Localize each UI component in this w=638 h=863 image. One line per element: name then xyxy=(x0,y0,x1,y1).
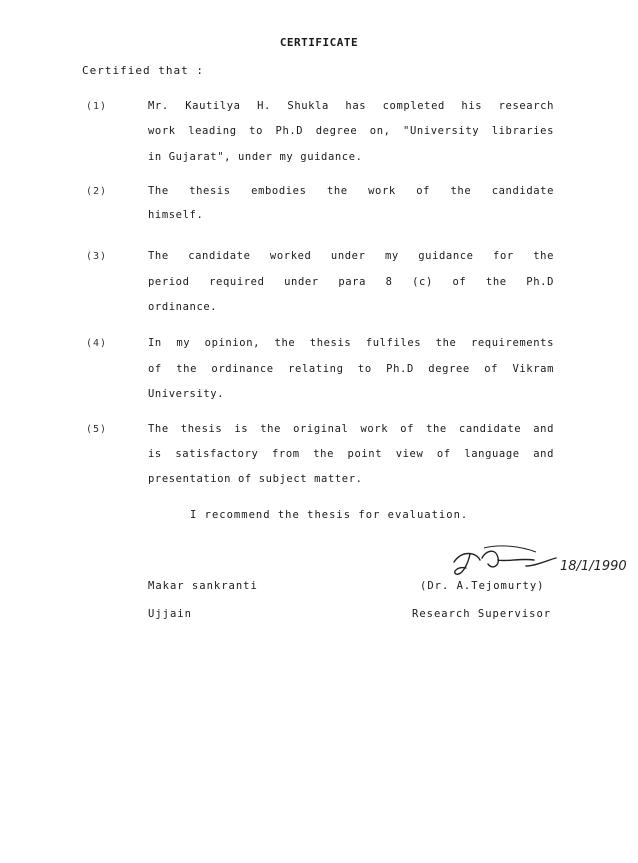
clause-line: ordinance. xyxy=(148,301,218,313)
clause-line: in Gujarat", under my guidance. xyxy=(148,151,363,163)
certified-intro: Certified that : xyxy=(82,64,204,77)
clause-line: period required under para 8 (c) of the Ph.D xyxy=(148,276,554,288)
clause-line: The thesis is the original work of the candidate and xyxy=(148,423,554,435)
clause-number: (1) xyxy=(86,101,108,112)
clause-line: himself. xyxy=(148,209,204,221)
signature-date: 18/1/1990 xyxy=(560,559,627,574)
document-title: CERTIFICATE xyxy=(279,36,359,49)
signatory-role: Research Supervisor xyxy=(412,608,552,620)
clause-line: of the ordinance relating to Ph.D degree of Vikram xyxy=(148,363,554,375)
place-text: Ujjain xyxy=(148,608,192,620)
clause-number: (2) xyxy=(86,186,108,197)
clause-line: The candidate worked under my guidance for the xyxy=(148,250,554,262)
clause-line: presentation of subject matter. xyxy=(148,473,363,485)
signatory-name: (Dr. A.Tejomurty) xyxy=(420,580,545,592)
date-text: Makar sankranti xyxy=(148,580,258,592)
clause-line: Mr. Kautilya H. Shukla has completed his research xyxy=(148,100,554,112)
clause-number: (4) xyxy=(86,338,108,349)
clause-number: (3) xyxy=(86,251,108,262)
recommendation-text: I recommend the thesis for evaluation. xyxy=(190,509,469,521)
clause-line: is satisfactory from the point view of language and xyxy=(148,448,554,460)
clause-line: University. xyxy=(148,388,225,400)
clause-line: work leading to Ph.D degree on, "University libraries xyxy=(148,125,554,137)
clause-number: (5) xyxy=(86,424,108,435)
clause-line: The thesis embodies the work of the candidate xyxy=(148,185,554,197)
clause-line: In my opinion, the thesis fulfiles the requirements xyxy=(148,337,554,349)
